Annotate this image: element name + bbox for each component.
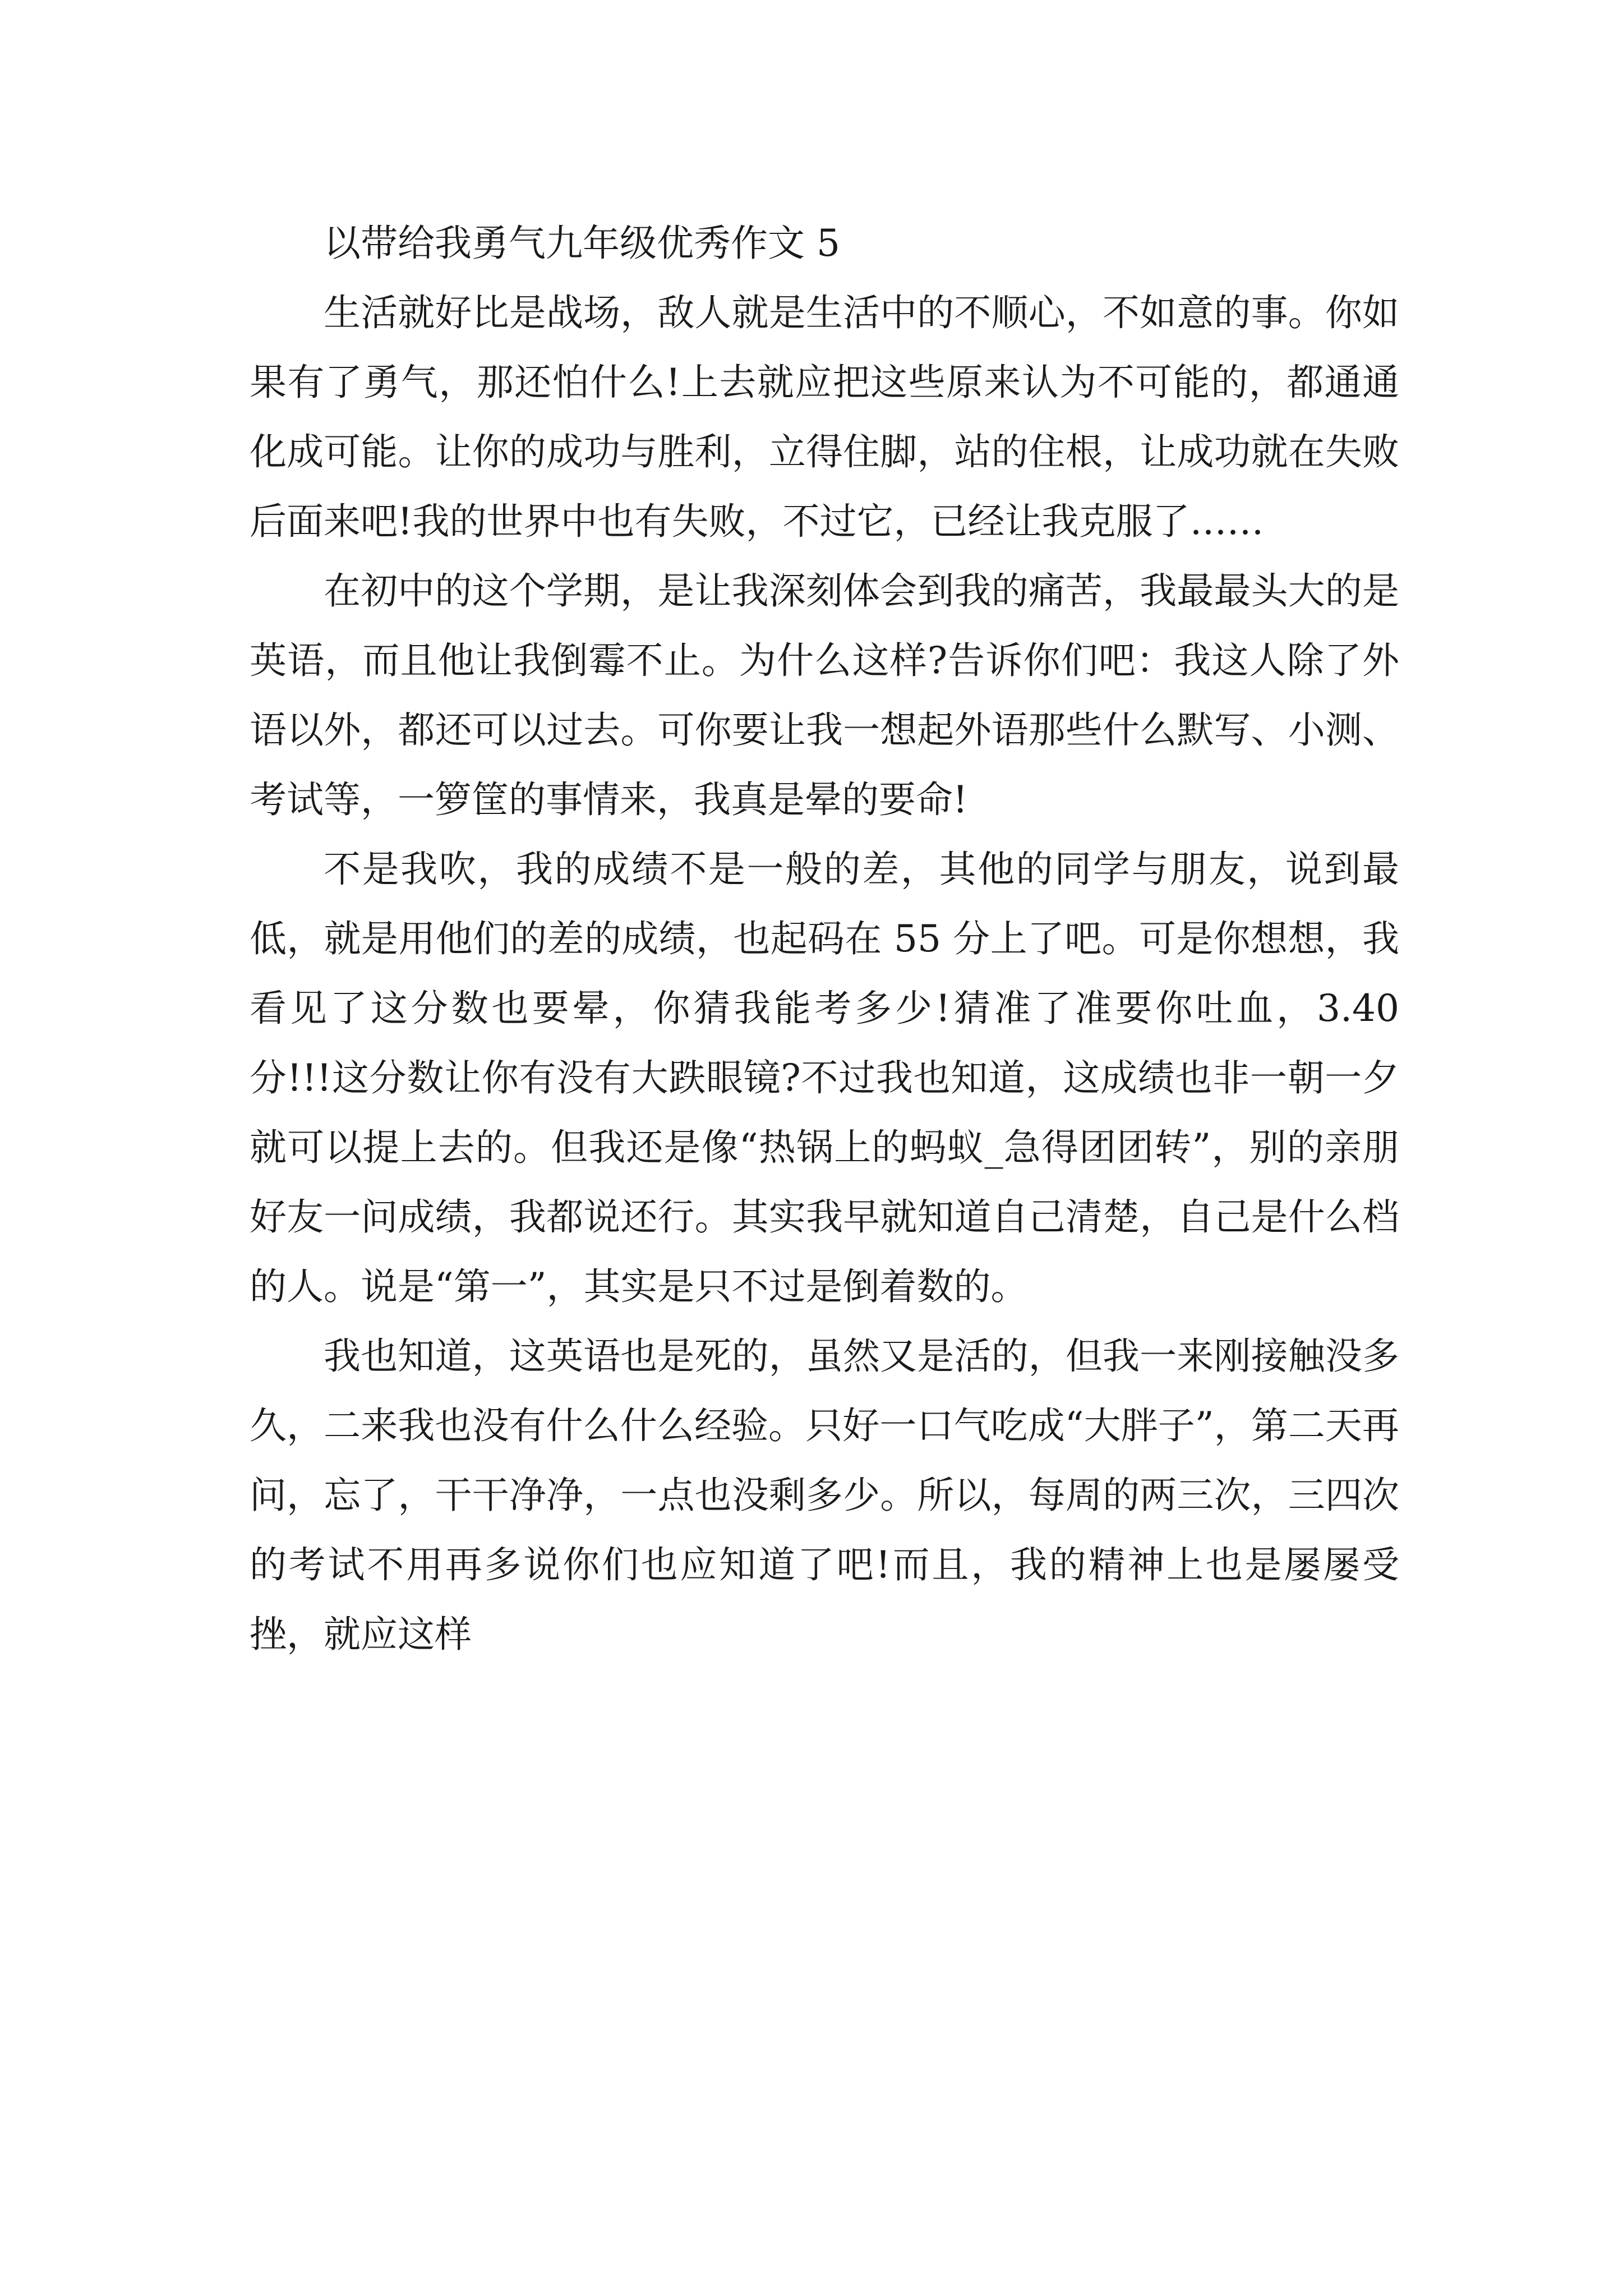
paragraph-3: 不是我吹，我的成绩不是一般的差，其他的同学与朋友，说到最低，就是用他们的差的成绩，也起码在 55 分上了吧。可是你想想，我看见了这分数也要晕，你猜我能考多少!猜准了准要你吐血，3.40 分!!!这分数让你有没有大跌眼镜?不过我也知道，这成绩也非一朝一夕就可以提上去的。但我还是像“热锅上的蚂蚁_急得团团转”，别的亲朋好友一问成绩，我都说还行。其实我早就知道自己清楚，自己是什么档的人。说是“第一”，其实是只不过是倒着数的。 xyxy=(250,848,1399,1308)
paragraph-4: 我也知道，这英语也是死的，虽然又是活的，但我一来刚接触没多久，二来我也没有什么什么经验。只好一口气吃成“大胖子”，第二天再问，忘了，干干净净，一点也没剩多少。所以，每周的两三次，三四次的考试不用再多说你们也应知道了吧!而且，我的精神上也是屡屡受挫，就应这样 xyxy=(250,1335,1399,1656)
essay-title: 以带给我勇气九年级优秀作文 5 xyxy=(324,222,840,265)
paragraph-2: 在初中的这个学期，是让我深刻体会到我的痛苦，我最最头大的是英语，而且他让我倒霉不止。为什么这样?告诉你们吧：我这人除了外语以外，都还可以过去。可你要让我一想起外语那些什么默写、小测、考试等，一箩筐的事情来，我真是晕的要命! xyxy=(250,569,1399,821)
paragraph-1: 生活就好比是战场，敌人就是生活中的不顺心，不如意的事。你如果有了勇气，那还怕什么!上去就应把这些原来认为不可能的，都通通化成可能。让你的成功与胜利，立得住脚，站的住根，让成功就在失败后面来吧!我的世界中也有失败，不过它，已经让我克服了…… xyxy=(250,291,1399,543)
document-body xyxy=(250,209,1399,1669)
